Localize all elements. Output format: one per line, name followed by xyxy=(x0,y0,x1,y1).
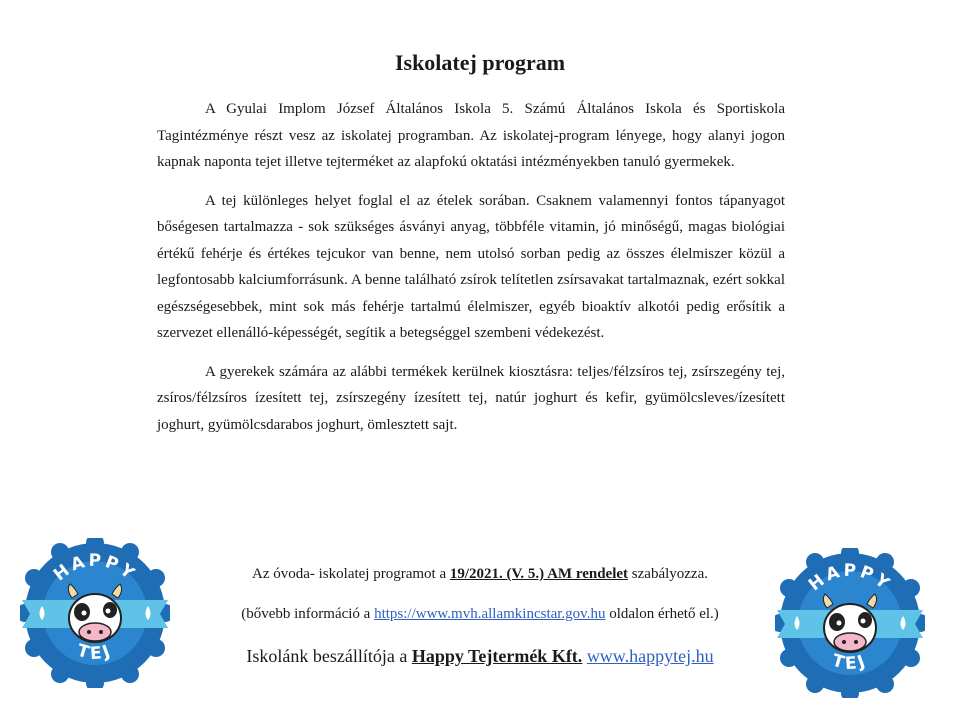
body-text xyxy=(157,96,785,450)
logo-bottom-text: TEJ xyxy=(829,650,871,675)
paragraph-intro: A Gyulai Implom József Általános Iskola 5. Számú Általános Iskola és Sportiskola Tagintézménye részt vesz az iskolatej programban. Az iskolatej-program lényege, hogy alanyi jogon kapnak naponta tejet illetve tejterméket az alapfokú oktatási intézményekben tanuló gyermekek. xyxy=(157,101,785,170)
svg-text:TEJ xyxy=(75,641,116,665)
regulation-decree: 19/2021. (V. 5.) AM rendelet xyxy=(449,566,629,582)
happy-tej-logo-left xyxy=(20,538,170,688)
regulation-suffix: szabályozza. xyxy=(628,566,708,582)
paragraph-nutrition: A tej különleges helyet foglal el az ételek sorában. Csaknem valamennyi fontos tápanyagot bőségesen tartalmazza - sok szükséges ásványi anyag, többféle vitamin, jó minőségű, magas biológiai értékű fehérje és értékes tejcukor van benne, nem utolsó sorban pedig az összes élelmiszer közül a legfontosabb kalciumforrásunk. A benne található zsírok telítetlen zsírsavakat tartalmaznak, ezért sokkal egészségesebbek, mint sok más fehérje tartalmú élelmiszer, egyéb bioaktív alkotói pedig erősítik a szervezet ellenálló-képességét, segítik a betegséggel szembeni védekezést. xyxy=(157,192,785,341)
page-title: Iskolatej program xyxy=(394,50,566,75)
logo-top-text: HAPPY xyxy=(804,560,896,596)
supplier-prefix: Iskolánk beszállítója a xyxy=(246,646,412,666)
happy-tej-logo-right xyxy=(775,548,925,698)
logo-top-text: HAPPY xyxy=(49,550,141,586)
supplier-company: Happy Tejtermék Kft. xyxy=(411,646,583,666)
happytej-link[interactable]: www.happytej.hu xyxy=(586,646,714,666)
info-suffix: oldalon érhető el.) xyxy=(605,606,719,622)
regulation-prefix: Az óvoda- iskolatej programot a xyxy=(252,566,450,582)
svg-text:TEJ xyxy=(830,651,871,675)
mvh-link[interactable]: https://www.mvh.allamkincstar.gov.hu xyxy=(374,606,606,622)
paragraph-products: A gyerekek számára az alábbi termékek kerülnek kiosztásra: teljes/félzsíros tej, zsírszegény tej, zsíros/félzsíros ízesített tej, zsírszegény ízesített tej, natúr joghurt és kefir, gyümölcsleves/ízesített joghurt, gyümölcsdarabos joghurt, ömlesztett sajt. xyxy=(157,363,785,433)
info-prefix: (bővebb információ a xyxy=(241,606,375,622)
logo-bottom-text: TEJ xyxy=(74,640,116,665)
